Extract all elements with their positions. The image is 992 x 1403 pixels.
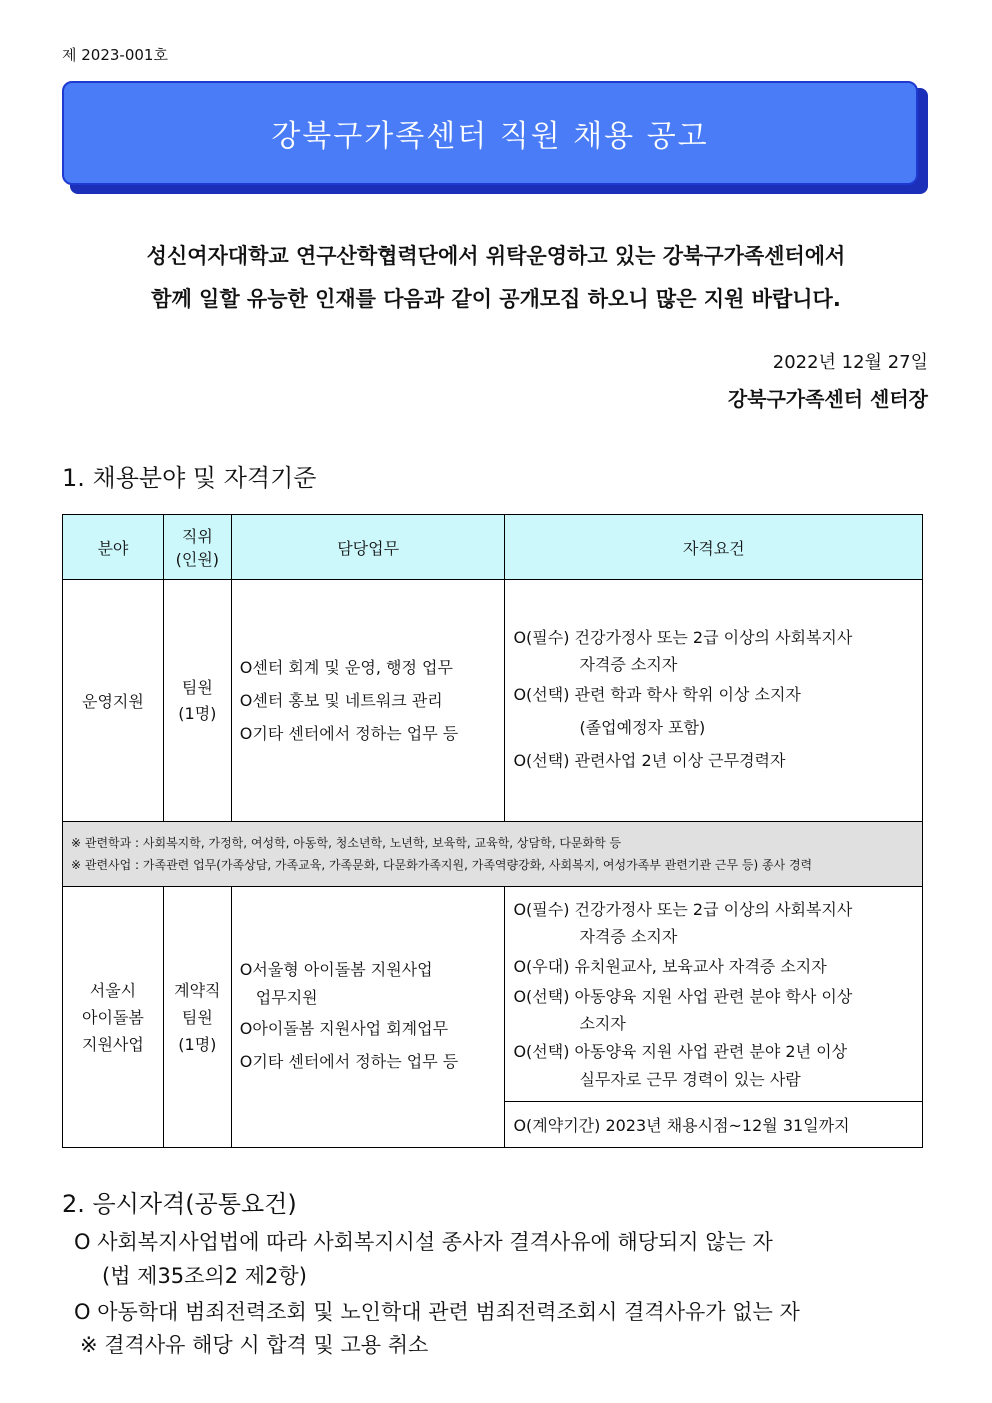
intro-line-1: 성신여자대학교 연구산학협력단에서 위탁운영하고 있는 강북구가족센터에서	[146, 244, 846, 268]
row2-position-line1: 계약직	[174, 980, 221, 1000]
list-item: O아이돌봄 지원사업 회계업무	[239, 1019, 449, 1038]
list-item: O서울형 아이돌봄 지원사업	[239, 960, 433, 979]
condition-note: ※ 결격사유 해당 시 합격 및 고용 취소	[80, 1333, 429, 1357]
row2-field-line1: 서울시	[89, 980, 137, 1000]
intro-line-2: 함께 일할 유능한 인재를 다음과 같이 공개모집 하오니 많은 지원 바랍니다.	[151, 287, 841, 311]
header-qualifications: 자격요건	[505, 515, 923, 580]
list-item: O센터 회계 및 운영, 행정 업무	[239, 658, 453, 677]
list-item: O(선택) 관련사업 2년 이상 근무경력자	[513, 751, 786, 770]
row1-position	[163, 580, 231, 822]
row2-qualifications	[505, 887, 923, 1102]
announcement-date: 2022년 12월 27일	[772, 352, 928, 373]
header-position-line2: (인원)	[175, 550, 220, 569]
title-banner	[62, 81, 918, 185]
row1-field: 운영지원	[63, 580, 164, 822]
list-item: O센터 홍보 및 네트워크 관리	[239, 691, 443, 710]
list-item: O(선택) 아동양육 지원 사업 관련 분야 학사 이상	[513, 986, 853, 1006]
list-item: O(선택) 관련 학과 학사 학위 이상 소지자	[513, 685, 801, 704]
row1-duties	[231, 580, 505, 822]
row1-qualifications	[505, 580, 923, 822]
table-row	[63, 580, 923, 822]
header-position-line1: 직위	[181, 527, 213, 546]
page-title: 강북구가족센터 직원 채용 공고	[271, 119, 709, 154]
table-header-row	[63, 515, 923, 580]
list-item: (졸업예정자 포함)	[579, 718, 706, 737]
condition-1: O 사회복지사업법에 따라 사회복지시설 종사자 결격사유에 해당되지 않는 자	[74, 1230, 773, 1254]
recruitment-table	[62, 514, 923, 1148]
list-item: O(선택) 아동양육 지원 사업 관련 분야 2년 이상	[513, 1041, 848, 1061]
row2-field	[63, 887, 164, 1148]
row2-position-line3: (1명)	[178, 1034, 217, 1054]
list-item: O기타 센터에서 정하는 업무 등	[239, 724, 459, 743]
section-1-heading: 1. 채용분야 및 자격기준	[62, 464, 317, 492]
list-item: O(우대) 유치원교사, 보육교사 자격증 소지자	[513, 956, 827, 976]
header-duties: 담당업무	[231, 515, 505, 580]
list-item: 업무지원	[255, 988, 318, 1007]
list-item: O기타 센터에서 정하는 업무 등	[239, 1052, 459, 1071]
list-item: 실무자로 근무 경력이 있는 사람	[579, 1069, 801, 1089]
row2-field-line3: 지원사업	[82, 1034, 144, 1054]
header-field: 분야	[63, 515, 164, 580]
condition-1-law: (법 제35조의2 제2항)	[102, 1264, 307, 1288]
row2-contract-period: O(계약기간) 2023년 채용시점~12월 31일까지	[505, 1102, 923, 1148]
related-notes	[63, 822, 923, 887]
document-number: 제 2023-001호	[62, 46, 168, 64]
note-line-1: ※ 관련학과 : 사회복지학, 가정학, 여성학, 아동학, 청소년학, 노년학, 보육학, 교육학, 상담학, 다문화학 등	[71, 836, 622, 850]
list-item: 자격증 소지자	[579, 655, 678, 674]
list-item: O(필수) 건강가정사 또는 2급 이상의 사회복지사	[513, 899, 853, 919]
row2-field-line2: 아이돌봄	[82, 1007, 144, 1027]
notes-row	[63, 822, 923, 887]
row2-position-line2: 팀원	[181, 1007, 213, 1027]
row1-position-line2: (1명)	[178, 703, 217, 723]
note-line-2: ※ 관련사업 : 가족관련 업무(가족상담, 가족교육, 가족문화, 다문화가족지원, 가족역량강화, 사회복지, 여성가족부 관련기관 근무 등) 종사 경력	[71, 858, 813, 872]
signer: 강북구가족센터 센터장	[727, 387, 928, 411]
condition-2: O 아동학대 범죄전력조회 및 노인학대 관련 범죄전력조회시 결격사유가 없는 자	[74, 1300, 800, 1324]
table-row	[63, 887, 923, 1102]
list-item: 자격증 소지자	[579, 926, 678, 946]
row2-duties	[231, 887, 505, 1148]
section-2-heading: 2. 응시자격(공통요건)	[62, 1190, 297, 1218]
list-item: O(필수) 건강가정사 또는 2급 이상의 사회복지사	[513, 628, 853, 647]
header-position	[163, 515, 231, 580]
row2-position	[163, 887, 231, 1148]
list-item: 소지자	[579, 1013, 626, 1033]
row1-position-line1: 팀원	[181, 677, 213, 697]
